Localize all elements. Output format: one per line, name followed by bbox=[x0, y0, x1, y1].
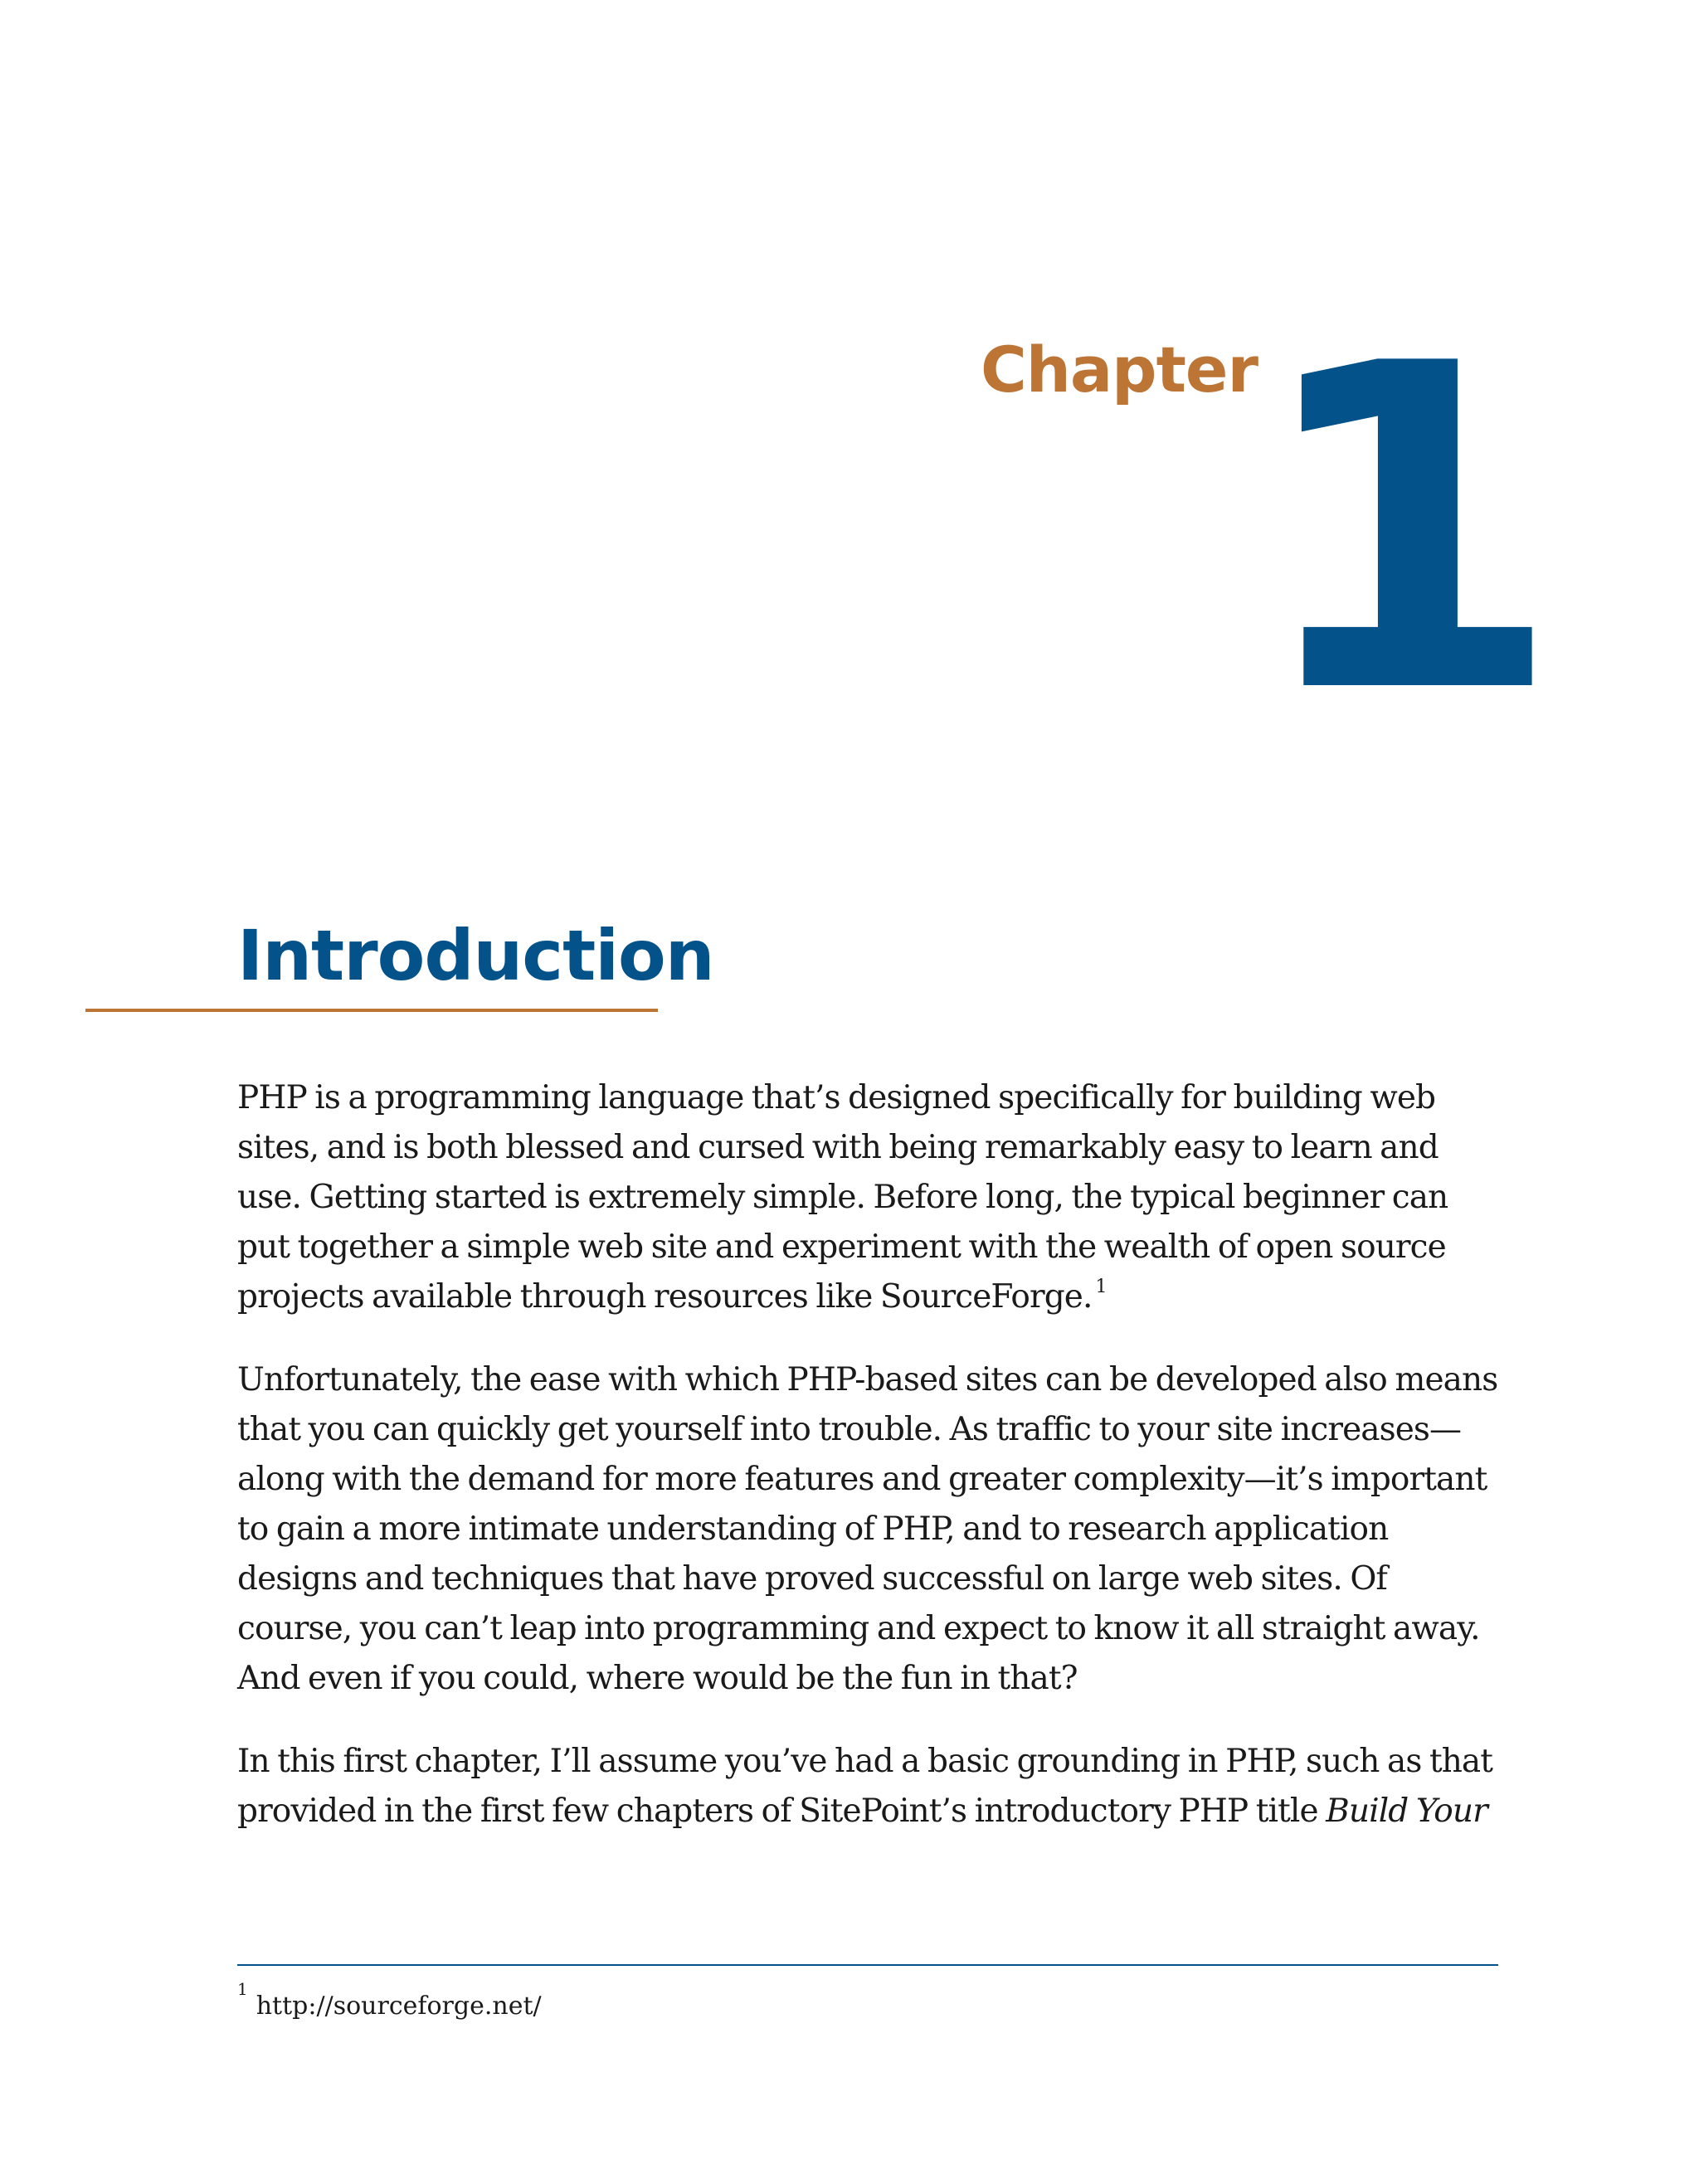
body-text bbox=[237, 1073, 1498, 1870]
footnote-divider bbox=[237, 1964, 1498, 1966]
paragraph bbox=[237, 1737, 1498, 1836]
section-title-underline bbox=[85, 1009, 658, 1012]
footnote bbox=[237, 1979, 542, 2023]
footnote-link[interactable]: http://sourceforge.net/ bbox=[256, 1992, 542, 2021]
chapter-label: Chapter bbox=[981, 333, 1258, 406]
book-title-emphasis: Build Your bbox=[1326, 1792, 1487, 1830]
paragraph-text: In this first chapter, I’ll assume you’ve had a basic grounding in PHP, such as that provided in the first few chapters of SitePoint’s introductory PHP title bbox=[237, 1743, 1493, 1830]
chapter-number: 1 bbox=[1251, 270, 1546, 791]
footnote-marker: 1 bbox=[237, 1979, 248, 1999]
paragraph-text: PHP is a programming language that’s designed specifically for building web sites, and is both blessed and cursed with being remarkably easy to learn and use. Getting started is extremely simple. Before long, the typical beginner can put together a simple web site and experiment with the wealth of open source projects available through resources like SourceForge. bbox=[237, 1079, 1448, 1316]
paragraph bbox=[237, 1355, 1498, 1704]
paragraph-text: Unfortunately, the ease with which PHP-based sites can be developed also means that you can quickly get yourself into trouble. As traffic to your site increases—along with the demand for more features and greater complexity—it’s important to gain a more intimate understanding of PHP, and to research application designs and techniques that have proved successful on large web sites. Of course, you can’t leap into programming and expect to know it all straight away. And even if you could, where would be the fun in that? bbox=[237, 1361, 1498, 1697]
footnote-reference[interactable]: 1 bbox=[1095, 1277, 1107, 1297]
section-title: Introduction bbox=[237, 915, 714, 996]
paragraph bbox=[237, 1073, 1498, 1322]
